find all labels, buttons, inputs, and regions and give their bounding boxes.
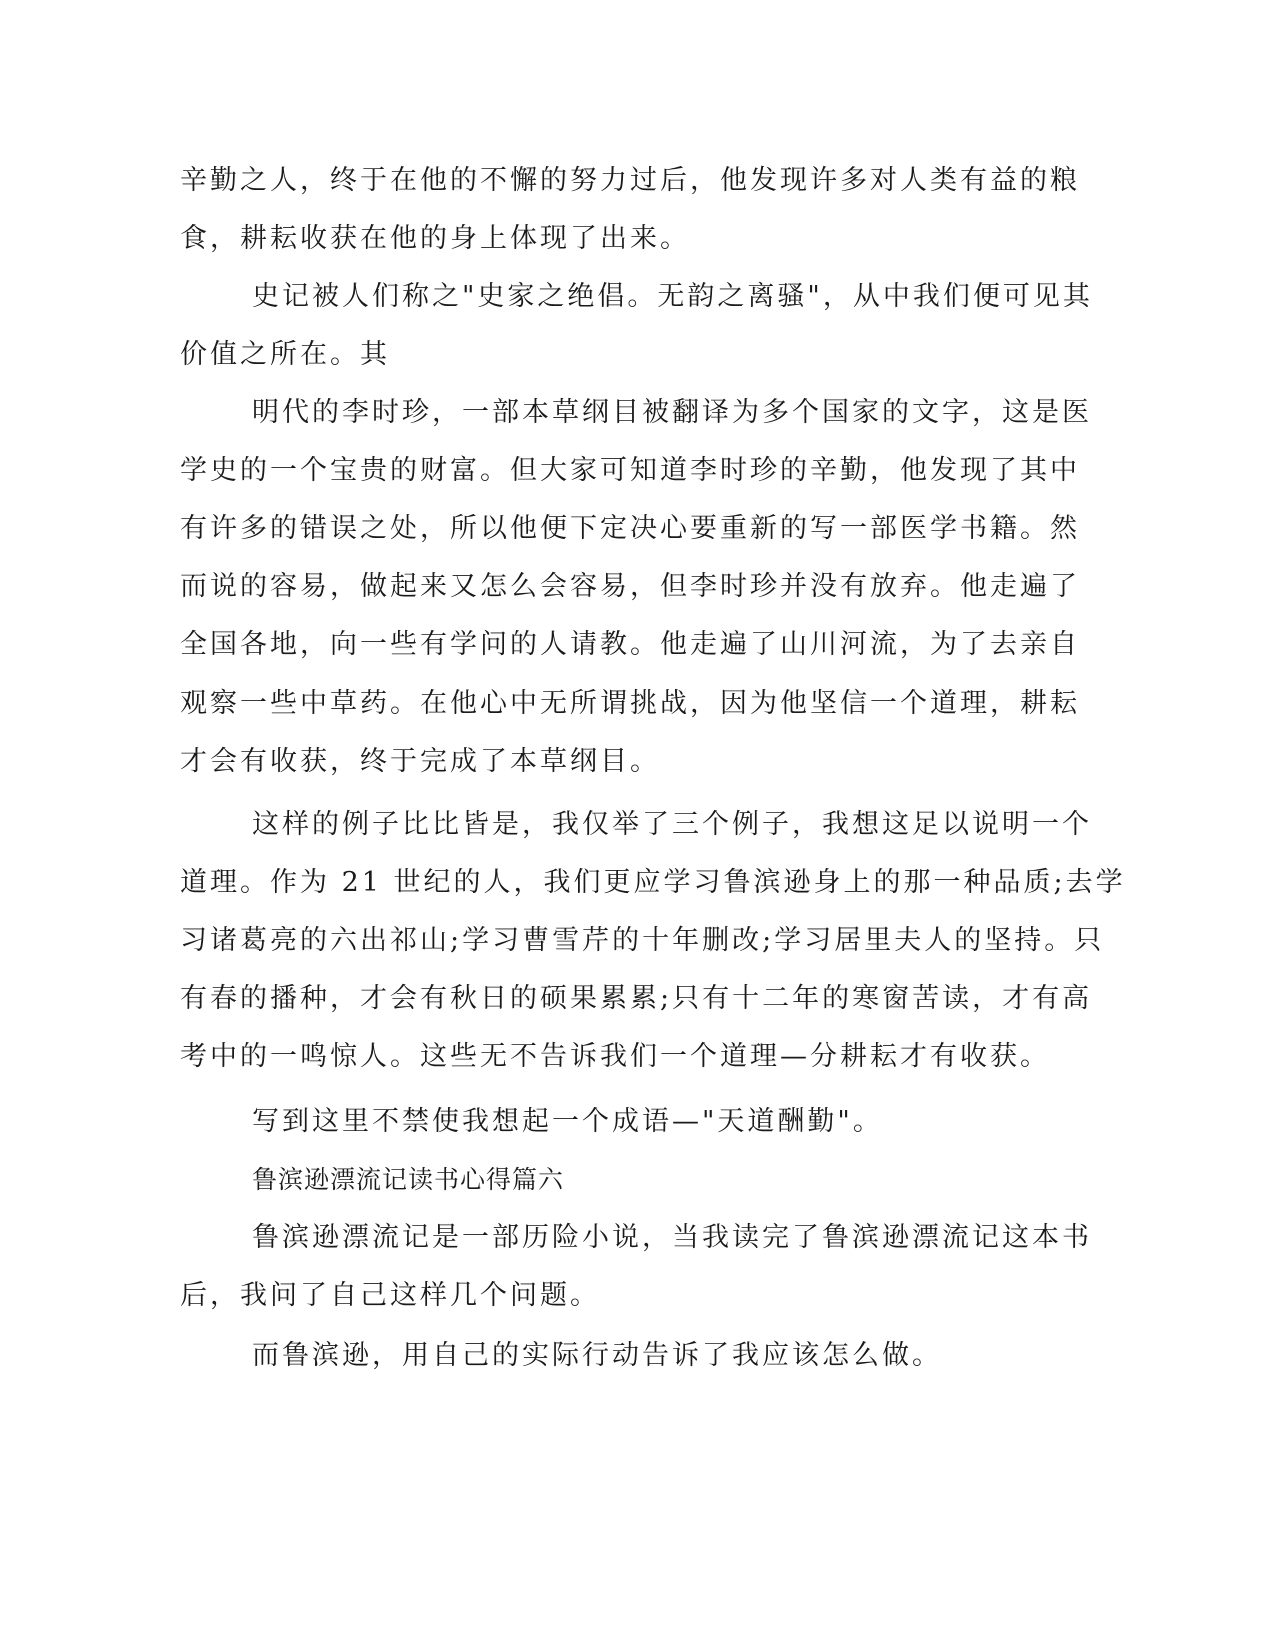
paragraph-start: 写到这里不禁使我想起一个成语—"天道酬勤"。 bbox=[252, 1106, 883, 1137]
text-line: 观察一些中草药。在他心中无所谓挑战，因为他坚信一个道理，耕耘 bbox=[180, 688, 1080, 719]
text-line: 全国各地，向一些有学问的人请教。他走遍了山川河流，为了去亲自 bbox=[180, 629, 1080, 660]
text-line: 才会有收获，终于完成了本草纲目。 bbox=[180, 746, 660, 777]
text-line: 学史的一个宝贵的财富。但大家可知道李时珍的辛勤，他发现了其中 bbox=[180, 455, 1080, 486]
paragraph-start: 而鲁滨逊，用自己的实际行动告诉了我应该怎么做。 bbox=[252, 1340, 942, 1371]
section-heading: 鲁滨逊漂流记读书心得篇六 bbox=[252, 1165, 565, 1194]
text-line: 而说的容易，做起来又怎么会容易，但李时珍并没有放弃。他走遍了 bbox=[180, 571, 1080, 602]
paragraph-start: 史记被人们称之"史家之绝倡。无韵之离骚"，从中我们便可见其 bbox=[252, 281, 1093, 312]
paragraph-start: 这样的例子比比皆是，我仅举了三个例子，我想这足以说明一个 bbox=[252, 809, 1092, 840]
text-line: 价值之所在。其 bbox=[180, 339, 390, 370]
text-line: 考中的一鸣惊人。这些无不告诉我们一个道理—分耕耘才有收获。 bbox=[180, 1041, 1050, 1072]
text-line: 有许多的错误之处，所以他便下定决心要重新的写一部医学书籍。然 bbox=[180, 513, 1080, 544]
text-line: 食，耕耘收获在他的身上体现了出来。 bbox=[180, 223, 690, 254]
text-line: 辛勤之人，终于在他的不懈的努力过后，他发现许多对人类有益的粮 bbox=[180, 165, 1080, 196]
text-line: 习诸葛亮的六出祁山;学习曹雪芹的十年删改;学习居里夫人的坚持。只 bbox=[180, 925, 1105, 956]
text-line: 有春的播种，才会有秋日的硕果累累;只有十二年的寒窗苦读，才有高 bbox=[180, 983, 1093, 1014]
paragraph-start: 明代的李时珍，一部本草纲目被翻译为多个国家的文字，这是医 bbox=[252, 397, 1092, 428]
text-line: 道理。作为 21 世纪的人，我们更应学习鲁滨逊身上的那一种品质;去学 bbox=[180, 867, 1126, 898]
text-line: 后，我问了自己这样几个问题。 bbox=[180, 1280, 600, 1311]
paragraph-start: 鲁滨逊漂流记是一部历险小说，当我读完了鲁滨逊漂流记这本书 bbox=[252, 1222, 1092, 1253]
